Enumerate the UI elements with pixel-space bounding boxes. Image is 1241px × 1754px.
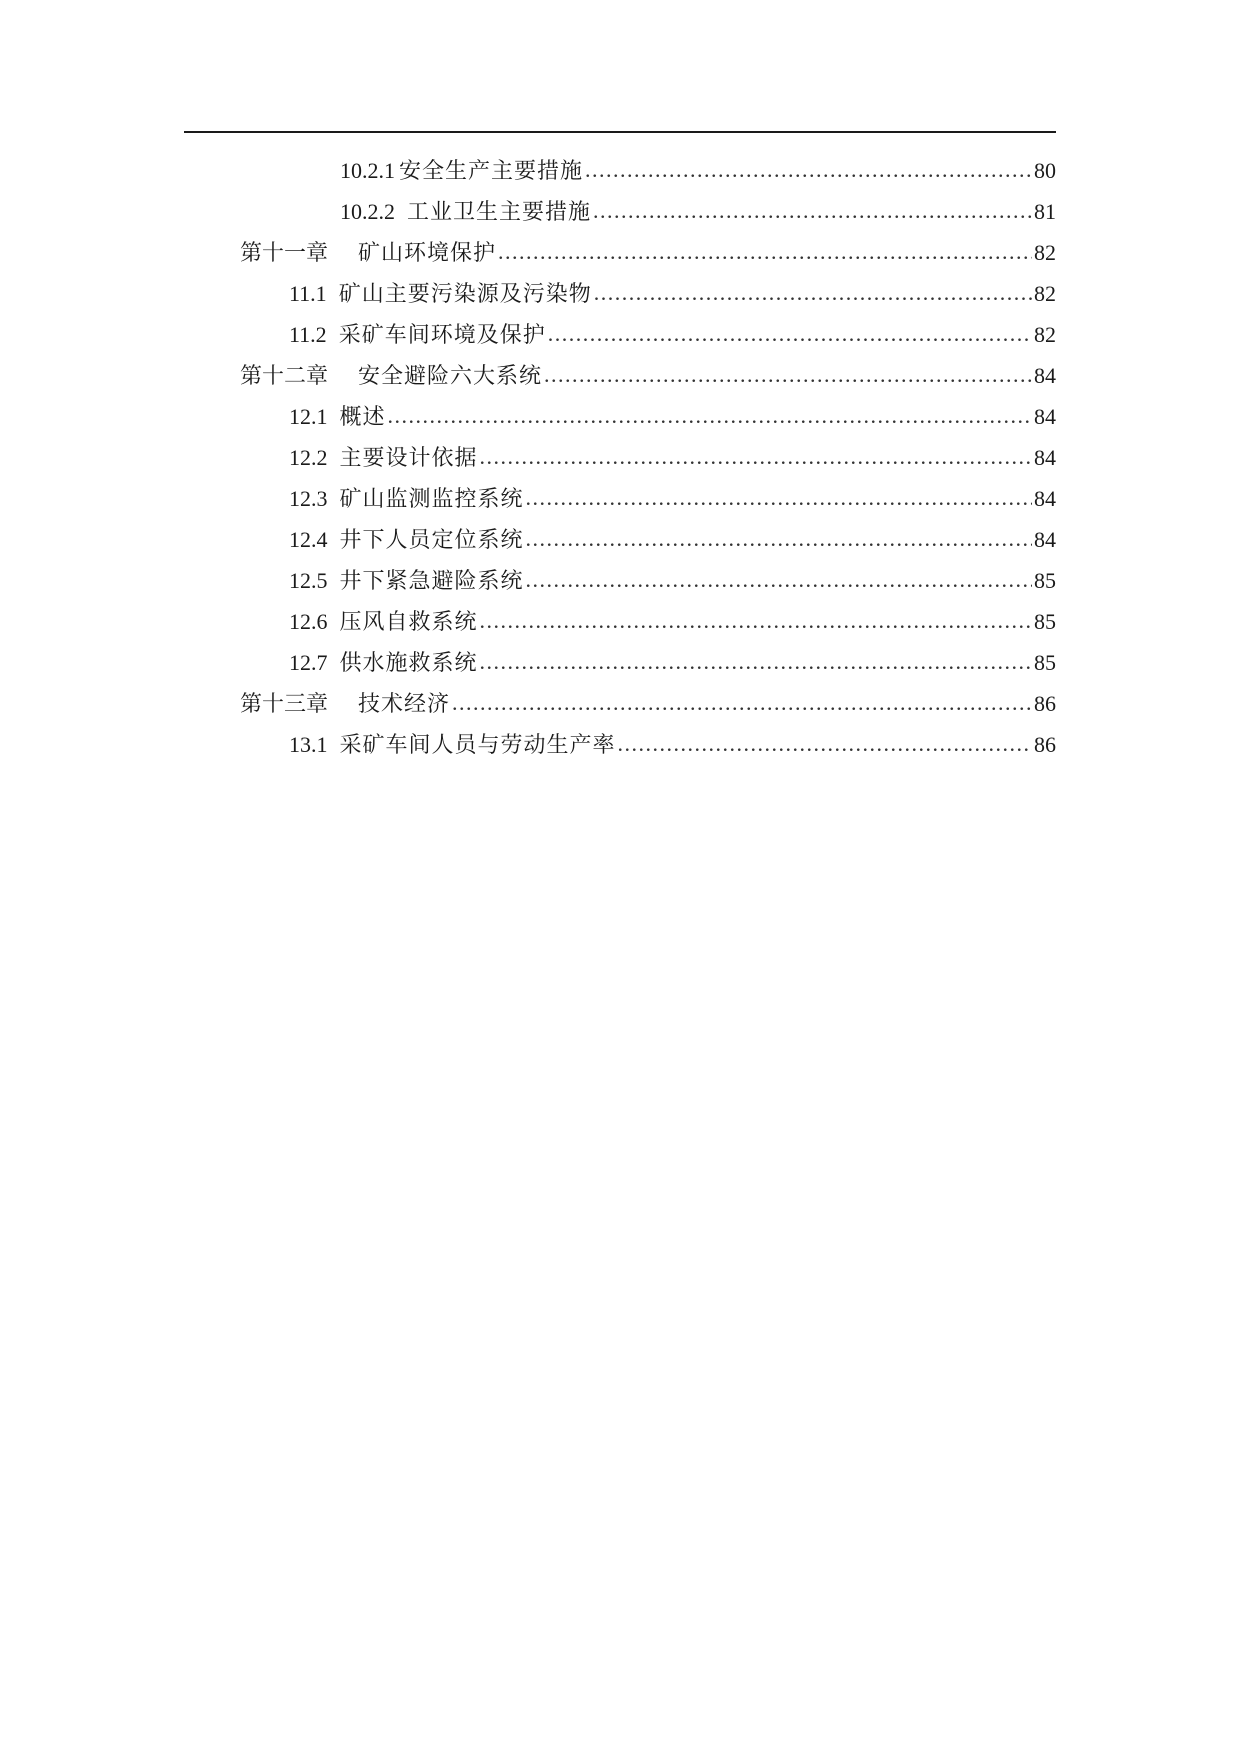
toc-entry-page: 82 — [1034, 281, 1056, 306]
toc-entry-number: 12.4 — [289, 527, 328, 552]
toc-dot-leader — [526, 523, 1032, 555]
toc-dot-leader — [526, 564, 1032, 596]
toc-entry-number: 10.2.1 — [340, 158, 395, 183]
toc-entry-11-1[interactable] — [289, 278, 1056, 310]
toc-entry-11-2[interactable] — [289, 319, 1056, 351]
toc-entry-chapter-11[interactable] — [240, 237, 1056, 269]
toc-dot-leader — [480, 441, 1032, 473]
toc-entry-page: 85 — [1034, 568, 1056, 593]
toc-entry-title: 技术经济 — [358, 692, 451, 717]
toc-entry-page: 84 — [1034, 527, 1056, 552]
toc-dot-leader — [593, 195, 1032, 227]
toc-entry-title: 概述 — [339, 405, 386, 430]
toc-entry-page: 84 — [1034, 404, 1056, 429]
toc-entry-page: 82 — [1034, 322, 1056, 347]
toc-entry-page: 81 — [1034, 199, 1056, 224]
toc-dot-leader — [585, 154, 1032, 186]
toc-entry-page: 84 — [1034, 363, 1056, 388]
toc-entry-number: 11.1 — [289, 281, 327, 306]
toc-dot-leader — [618, 728, 1032, 760]
toc-entry-number: 12.7 — [289, 650, 328, 675]
toc-entry-chapter-12[interactable] — [240, 360, 1056, 392]
header-rule — [184, 131, 1056, 133]
toc-entry-title: 矿山监测监控系统 — [339, 487, 524, 512]
toc-entry-title: 安全生产主要措施 — [399, 159, 584, 184]
toc-entry-page: 86 — [1034, 732, 1056, 757]
toc-entry-number: 12.5 — [289, 568, 328, 593]
toc-entry-title: 安全避险六大系统 — [358, 364, 543, 389]
toc-chapter-label: 第十一章 — [240, 240, 329, 265]
toc-entry-title: 采矿车间环境及保护 — [338, 323, 546, 348]
toc-entry-page: 85 — [1034, 650, 1056, 675]
toc-dot-leader — [594, 277, 1032, 309]
toc-entry-title: 井下人员定位系统 — [339, 528, 524, 553]
toc-entry-title: 矿山环境保护 — [358, 241, 497, 266]
toc-entry-page: 80 — [1034, 158, 1056, 183]
toc-dot-leader — [388, 400, 1032, 432]
toc-entry-title: 矿山主要污染源及污染物 — [338, 282, 592, 307]
toc-dot-leader — [498, 236, 1032, 268]
toc-entry-title: 工业卫生主要措施 — [407, 200, 592, 225]
toc-chapter-label: 第十三章 — [240, 691, 329, 716]
toc-entry-title: 供水施救系统 — [339, 651, 478, 676]
toc-entry-number: 12.6 — [289, 609, 328, 634]
toc-entry-number: 12.2 — [289, 445, 328, 470]
toc-dot-leader — [526, 482, 1032, 514]
toc-dot-leader — [548, 318, 1032, 350]
toc-dot-leader — [480, 605, 1032, 637]
toc-dot-leader — [480, 646, 1032, 678]
toc-entry-12-1[interactable] — [289, 401, 1056, 433]
toc-entry-page: 86 — [1034, 691, 1056, 716]
toc-entry-12-3[interactable] — [289, 483, 1056, 515]
toc-entry-chapter-13[interactable] — [240, 688, 1056, 720]
toc-entry-number: 10.2.2 — [340, 199, 395, 224]
toc-entry-12-7[interactable] — [289, 647, 1056, 679]
toc-entry-13-1[interactable] — [289, 729, 1056, 761]
toc-entry-page: 85 — [1034, 609, 1056, 634]
toc-entry-number: 12.1 — [289, 404, 328, 429]
toc-entry-10-2-1[interactable] — [340, 155, 1056, 187]
toc-entry-page: 82 — [1034, 240, 1056, 265]
toc-dot-leader — [452, 687, 1032, 719]
toc-entry-title: 采矿车间人员与劳动生产率 — [339, 733, 616, 758]
toc-entry-number: 11.2 — [289, 322, 327, 347]
toc-entry-12-5[interactable] — [289, 565, 1056, 597]
toc-entry-page: 84 — [1034, 445, 1056, 470]
toc-entry-number: 12.3 — [289, 486, 328, 511]
toc-entry-10-2-2[interactable] — [340, 196, 1056, 228]
toc-entry-title: 主要设计依据 — [339, 446, 478, 471]
toc-entry-number: 13.1 — [289, 732, 328, 757]
toc-entry-12-6[interactable] — [289, 606, 1056, 638]
toc-entry-page: 84 — [1034, 486, 1056, 511]
toc-chapter-label: 第十二章 — [240, 363, 329, 388]
toc-entry-12-4[interactable] — [289, 524, 1056, 556]
toc-dot-leader — [544, 359, 1032, 391]
toc-entry-title: 压风自救系统 — [339, 610, 478, 635]
toc-entry-12-2[interactable] — [289, 442, 1056, 474]
toc-entry-title: 井下紧急避险系统 — [339, 569, 524, 594]
